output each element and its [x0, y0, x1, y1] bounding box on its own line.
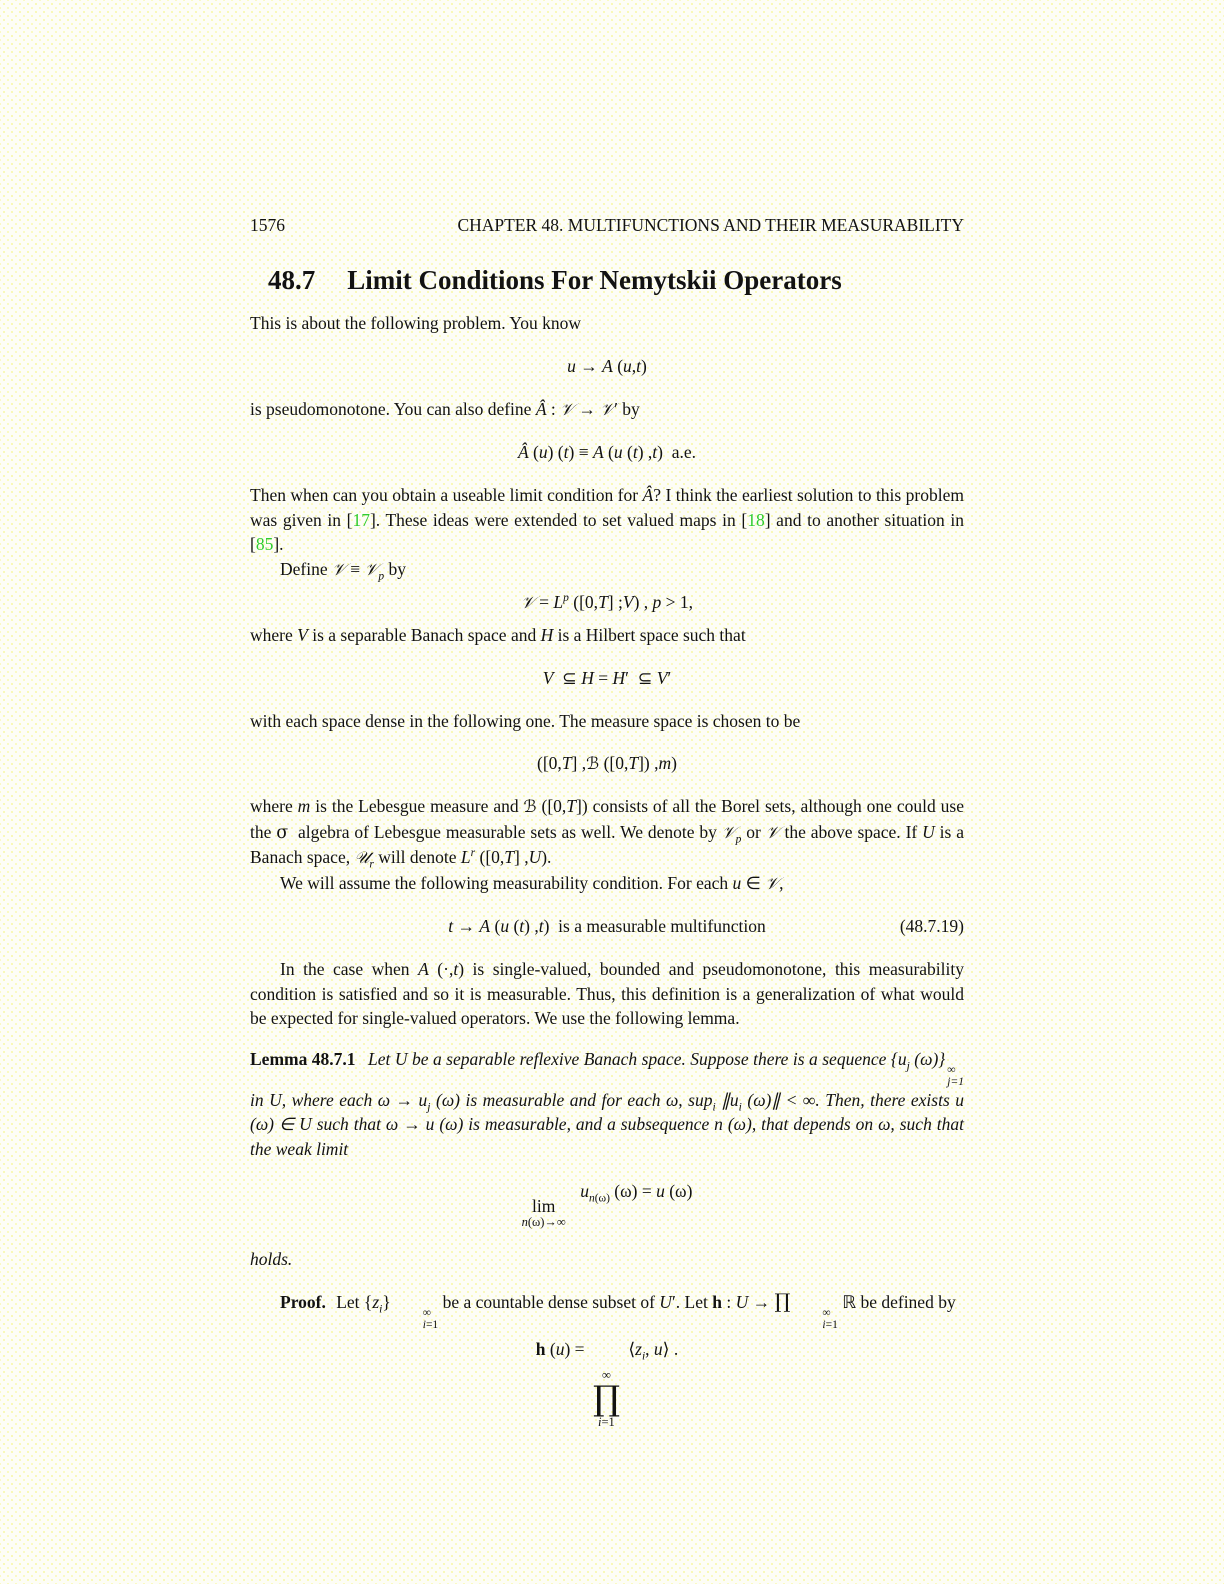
- paragraph-holds: holds.: [250, 1248, 293, 1269]
- equation-h-product: h (u) = ∞ ∏ i=1 $⟨z_i$, u⟩ .: [535, 1339, 679, 1429]
- equation-V-Lp: 𝒱 = $L^p$ ([0,T] ;V) , p > 1,: [520, 592, 694, 612]
- text-column: [250, 213, 964, 1447]
- paragraph-define-V: Define 𝒱 ≡ 𝒱$_p$ by: [280, 558, 406, 582]
- paragraph-proof: [250, 1289, 964, 1331]
- paragraph-intro: This is about the following problem. You know: [250, 313, 582, 333]
- numbered-equation-48-7-19: [250, 914, 964, 939]
- proof-label: Proof.: [280, 1292, 326, 1313]
- proof-body: Let $\{z_i\}$ ∞ i=1 be a countable dense subset of U′. Let h : U → ∏ ∞ i=1 ℝ be defined by: [336, 1289, 956, 1332]
- equation-body: t → A (u (t) ,t) is a measurable multifunction: [448, 916, 766, 936]
- paragraph-lebesgue: where m is the Lebesgue measure and ℬ ([0,T]) consists of all the Borel sets, although one could use the σ algebra of Lebesgue measurable sets as well. We denote by 𝒱$_p$ or 𝒱 the above space. If U is a Banach space, 𝒰$_r$ will denote $L^r$ ([0,T] ,U).: [250, 796, 965, 871]
- equation-u-to-A: u → A (u,t): [567, 355, 647, 376]
- chapter-header: CHAPTER 48. MULTIFUNCTIONS AND THEIR MEASURABILITY: [457, 215, 964, 235]
- page-number: 1576: [250, 215, 285, 235]
- paragraph-single-valued: In the case when A (·,t) is single-valued, bounded and pseudomonotone, this measurability condition is satisfied and so it is measurable. Thus, this definition is a generalization of what would be expected for single-valued operators. We use the following lemma.: [250, 959, 965, 1028]
- section-title: Limit Conditions For Nemytskii Operators: [347, 265, 842, 295]
- lemma-label: Lemma 48.7.1: [250, 1048, 356, 1069]
- equation-gelfand-triple: V ⊆ H = H′ ⊆ V′: [542, 667, 672, 688]
- running-header: [250, 213, 964, 237]
- equation-measure-space: ([0,T] ,ℬ ([0,T]) ,m): [537, 753, 677, 773]
- lemma-body: Let U be a separable reflexive Banach space. Suppose there is a sequence {$u_j$ (ω)} ∞ j=1 in U, where each $\omega \to u_j$ (ω) is measurable and for each ω, sup$_i$ $\parallel u_i$ (ω)∥ < ∞. Then, there exists u (ω) ∈ U such that ω → u (ω) is measurable, and a subsequence n (ω), that depends on ω, such that the weak limit: [250, 1048, 965, 1159]
- section-heading: [268, 264, 964, 296]
- paragraph-pseudomonotone: is pseudomonotone. You can also define Â : 𝒱 → 𝒱′ by: [250, 398, 640, 419]
- equation-number: (48.7.19): [899, 916, 964, 936]
- paragraph-measurability-condition: We will assume the following measurability condition. For each u ∈ 𝒱,: [280, 872, 784, 893]
- section-number: 48.7: [268, 265, 316, 295]
- equation-weak-limit: lim n(ω)→∞ $u_{n(\omega)}$ (ω) = u (ω): [521, 1181, 693, 1229]
- paragraph-citations: Then when can you obtain a useable limit condition for Â? I think the earliest solution to this problem was given in [17]. These ideas were extended to set valued maps in [18] and to another situation in [85].: [250, 485, 965, 554]
- paragraph-dense: with each space dense in the following one. The measure space is chosen to be: [250, 710, 801, 731]
- lemma-48-7-1: [250, 1047, 964, 1162]
- equation-A-hat-def: Â (u) (t) ≡ A (u (t) ,t) a.e.: [517, 442, 697, 462]
- paragraph-banach-hilbert: where V is a separable Banach space and H is a Hilbert space such that: [250, 625, 746, 645]
